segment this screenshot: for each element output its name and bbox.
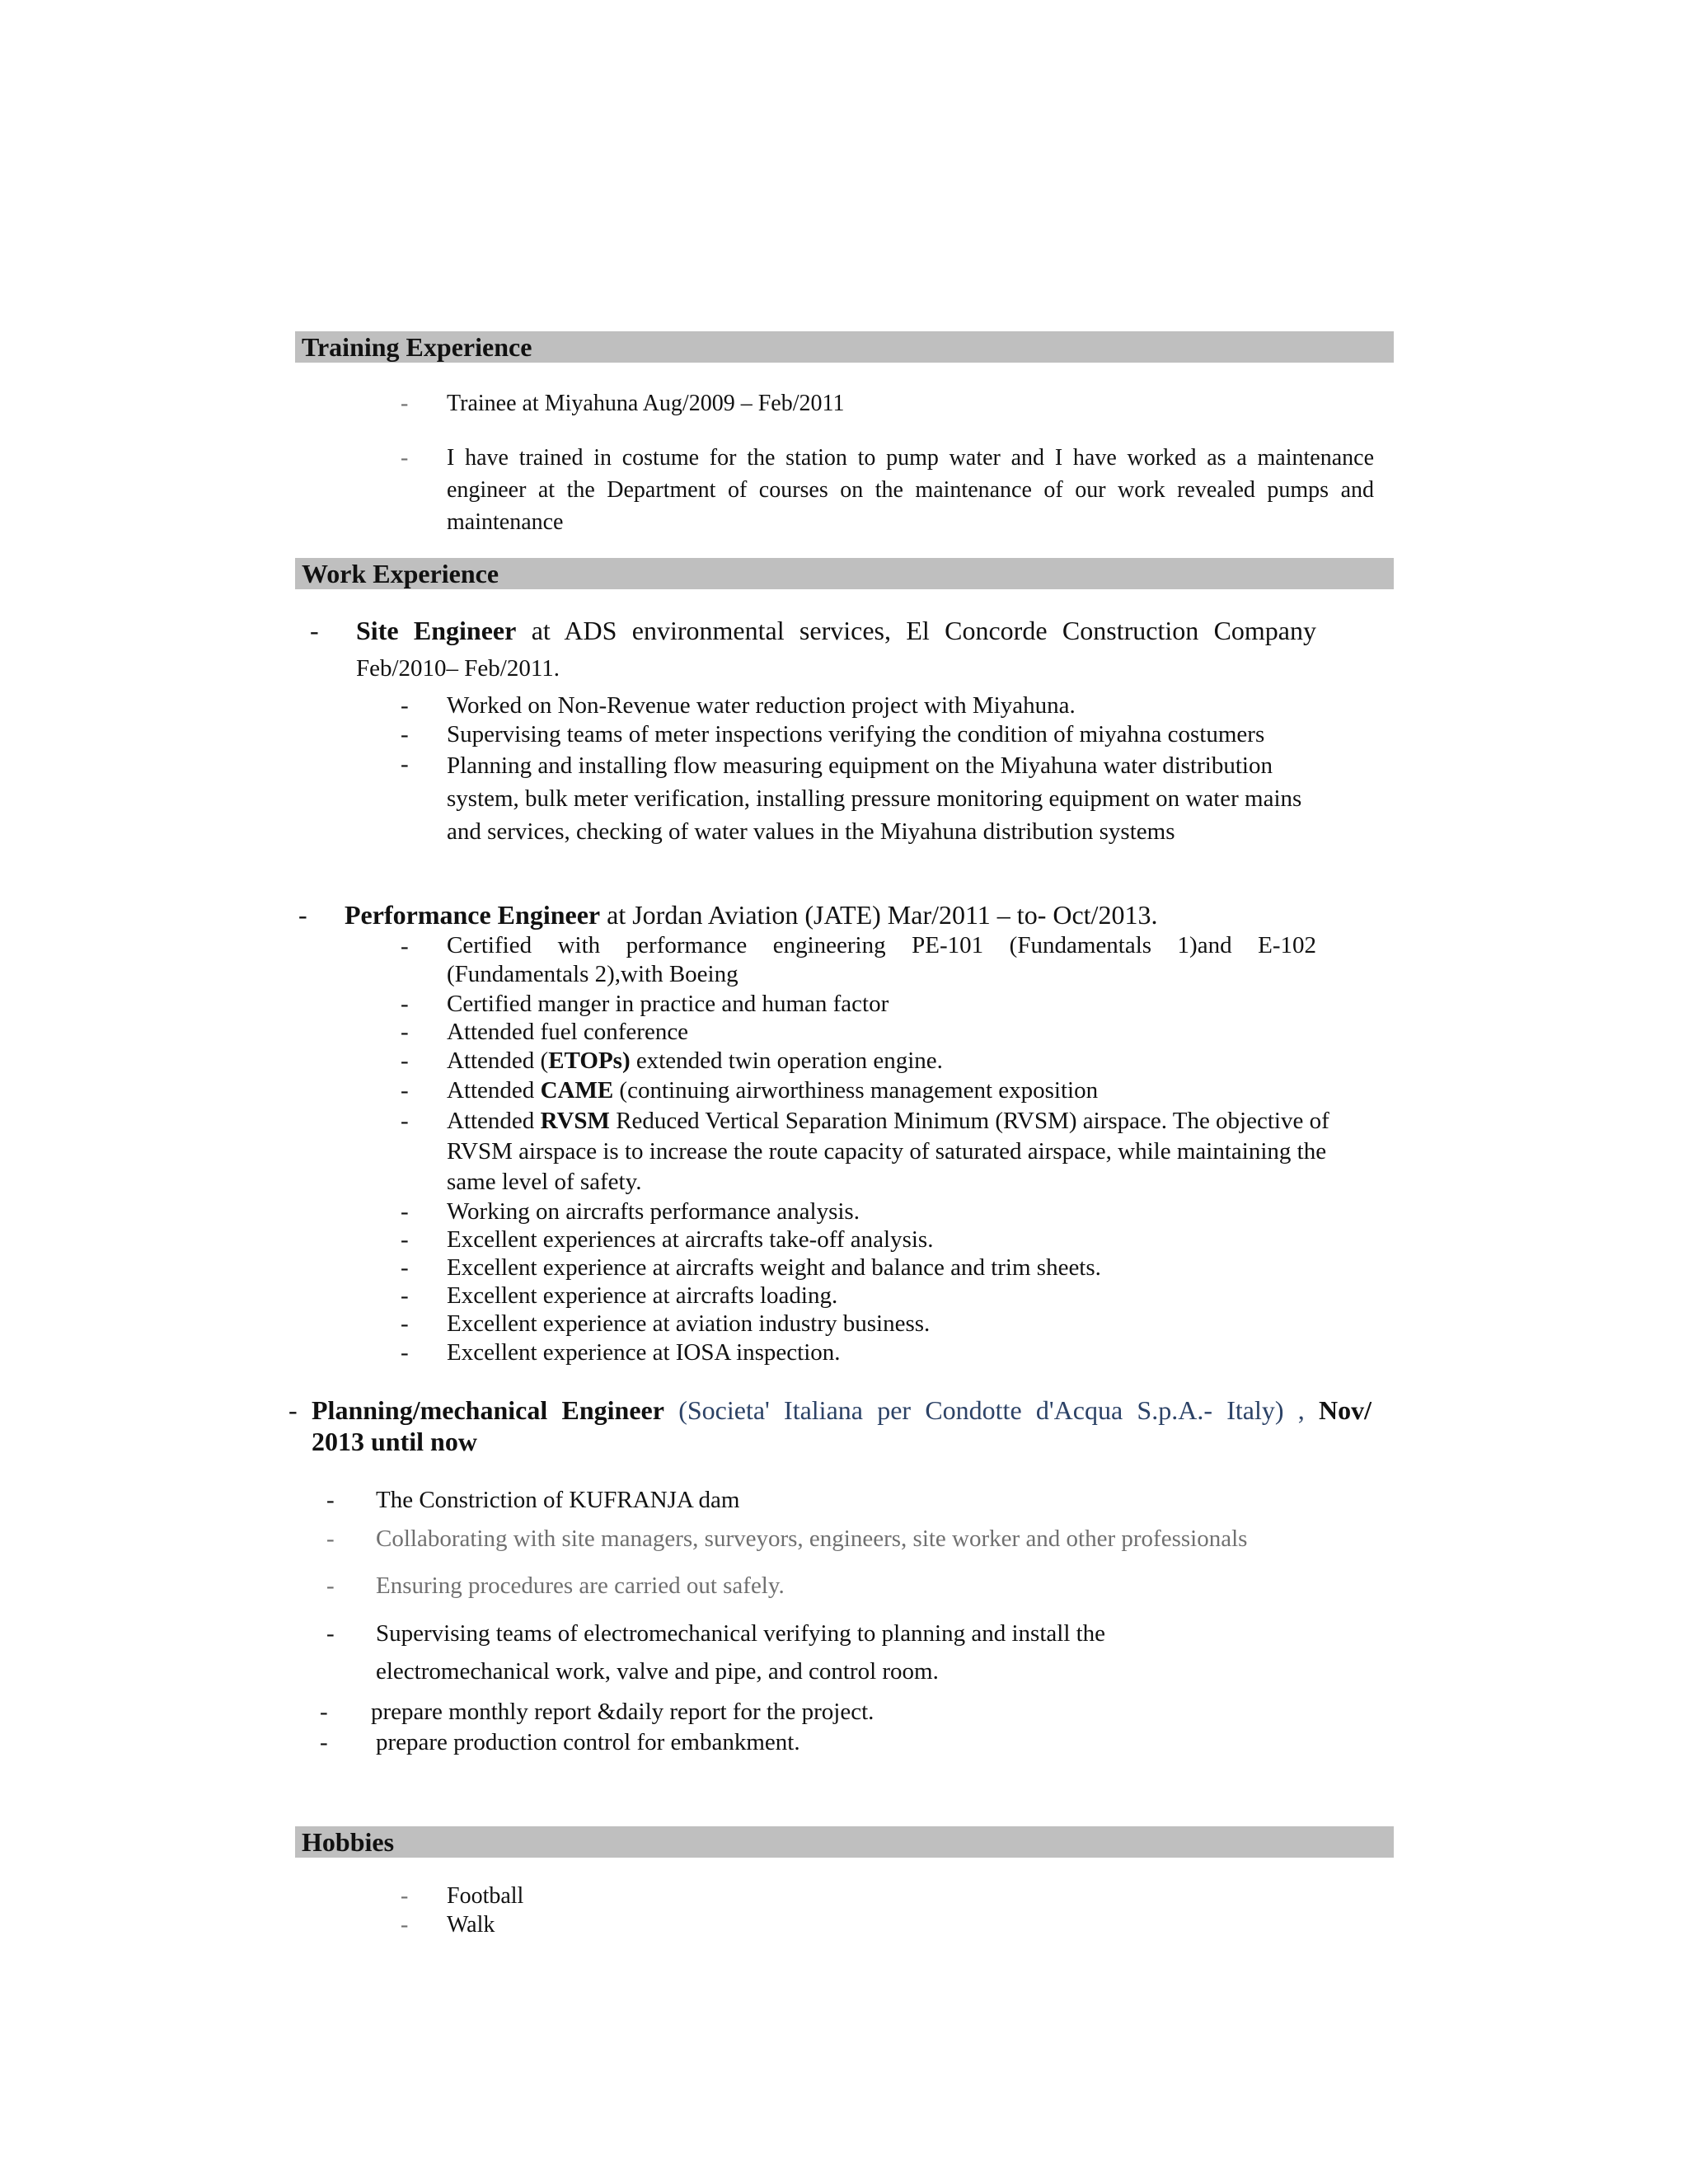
job-bullet: Collaborating with site managers, surveyors, engineers, site worker and other professionals — [376, 1526, 1248, 1552]
job-heading: Planning/mechanical Engineer (Societa' Italiana per Condotte d'Acqua S.p.A.- Italy) , Nov/ — [312, 1395, 1372, 1425]
job-bullet: Supervising teams of meter inspections verifying the condition of miyahna costumers — [447, 721, 1265, 748]
job-title: Planning/mechanical Engineer — [312, 1395, 664, 1425]
job-bullet: Excellent experience at aviation industry business. — [447, 1310, 931, 1337]
bullet-dash: - — [401, 751, 409, 777]
job-bullet: Worked on Non-Revenue water reduction project with Miyahuna. — [447, 692, 1076, 719]
bullet-dash: - — [401, 445, 409, 471]
bullet-dash: - — [401, 991, 409, 1017]
bullet-dash: - — [320, 1729, 328, 1755]
job-bullet: Excellent experiences at aircrafts take-off analysis. — [447, 1226, 934, 1253]
bullet-dash: - — [401, 933, 409, 959]
job-dates: 2013 until now — [312, 1427, 477, 1456]
job-dash: - — [288, 1395, 298, 1425]
job-bullet: Certified with performance engineering PE-101 (Fundamentals 1)and E-102 (Fundamentals 2),with Boeing — [447, 932, 1316, 987]
job-bullet: Certified manger in practice and human factor — [447, 991, 889, 1017]
bullet-dash: - — [401, 1282, 409, 1309]
bullet-dash: - — [401, 721, 409, 748]
bullet-dash: - — [401, 1019, 409, 1045]
bullet-dash: - — [326, 1620, 335, 1647]
bullet-dash: - — [401, 1254, 409, 1281]
section-title: Work Experience — [302, 559, 499, 588]
bullet-dash: - — [401, 1108, 409, 1134]
bullet-dash: - — [401, 1883, 409, 1909]
section-header-work — [295, 558, 1394, 589]
job-company: at ADS environmental services, El Concorde Construction Company — [531, 616, 1317, 645]
job-bullet: Attended RVSM Reduced Vertical Separation Minimum (RVSM) airspace. The objective of RVSM airspace is to increase the route capacity of saturated airspace, while maintaining the same level of safety. — [447, 1108, 1329, 1195]
job-bullet: prepare monthly report &daily report for the project. — [371, 1699, 874, 1725]
bullet-dash: - — [401, 1077, 409, 1104]
job-bullet: Excellent experience at IOSA inspection. — [447, 1339, 841, 1366]
section-header-training — [295, 331, 1394, 363]
job-dash: - — [298, 900, 307, 930]
job-bullet: Attended CAME (continuing airworthiness management exposition — [447, 1077, 1099, 1104]
bullet-dash: - — [326, 1572, 335, 1599]
job-title: Performance Engineer — [345, 900, 601, 930]
hobby-item: Football — [447, 1883, 524, 1909]
job-bullet: Attended fuel conference — [447, 1019, 689, 1045]
section-header-hobbies — [295, 1826, 1394, 1858]
bullet-dash: - — [326, 1526, 335, 1552]
job-company: at Jordan Aviation (JATE) Mar/2011 – to- Oct/2013. — [607, 900, 1158, 930]
job-title: Site Engineer — [356, 616, 517, 645]
job-bullet: The Constriction of KUFRANJA dam — [376, 1487, 740, 1513]
job-heading — [345, 900, 1157, 930]
job-bullet: Attended (ETOPs) extended twin operation engine. — [447, 1047, 943, 1074]
bullet-dash: - — [401, 692, 409, 719]
section-title: Training Experience — [302, 332, 532, 362]
job-bullet-continued: electromechanical work, valve and pipe, and control room. — [376, 1658, 939, 1685]
hobby-item: Walk — [447, 1912, 495, 1938]
job-bullet: Excellent experience at aircrafts loading. — [447, 1282, 838, 1309]
job-dash: - — [310, 616, 319, 645]
bullet-dash: - — [401, 1912, 409, 1938]
bullet-dash: - — [401, 1047, 409, 1074]
bullet-dash: - — [401, 1226, 409, 1253]
training-item: I have trained in costume for the station to pump water and I have worked as a maintenance engineer at the Department of courses on the maintenance of our work revealed pumps and maintenance — [447, 445, 1374, 535]
job-heading — [356, 616, 1316, 645]
job-bullet: Planning and installing flow measuring equipment on the Miyahuna water distribution system, bulk meter verification, installing pressure monitoring equipment on water mains and services, checking of water values in the Miyahuna distribution systems — [447, 752, 1302, 845]
bullet-dash: - — [320, 1699, 328, 1725]
job-bullet: Supervising teams of electromechanical verifying to planning and install the — [376, 1620, 1106, 1647]
job-bullet: Ensuring procedures are carried out safely. — [376, 1572, 785, 1599]
bullet-dash: - — [401, 1198, 409, 1225]
job-bullet: Working on aircrafts performance analysis. — [447, 1198, 860, 1225]
job-bullet: prepare production control for embankment. — [376, 1729, 800, 1755]
section-title: Hobbies — [302, 1827, 395, 1857]
bullet-dash: - — [401, 1310, 409, 1337]
bullet-dash: - — [326, 1487, 335, 1513]
training-item: Trainee at Miyahuna Aug/2009 – Feb/2011 — [447, 391, 845, 416]
job-bullet: Excellent experience at aircrafts weight and balance and trim sheets. — [447, 1254, 1101, 1281]
job-dates: Feb/2010– Feb/2011. — [356, 655, 560, 682]
bullet-dash: - — [401, 391, 409, 416]
bullet-dash: - — [401, 1339, 409, 1366]
job-company: (Societa' Italiana per Condotte d'Acqua S.p.A.- Italy) — [678, 1395, 1284, 1425]
